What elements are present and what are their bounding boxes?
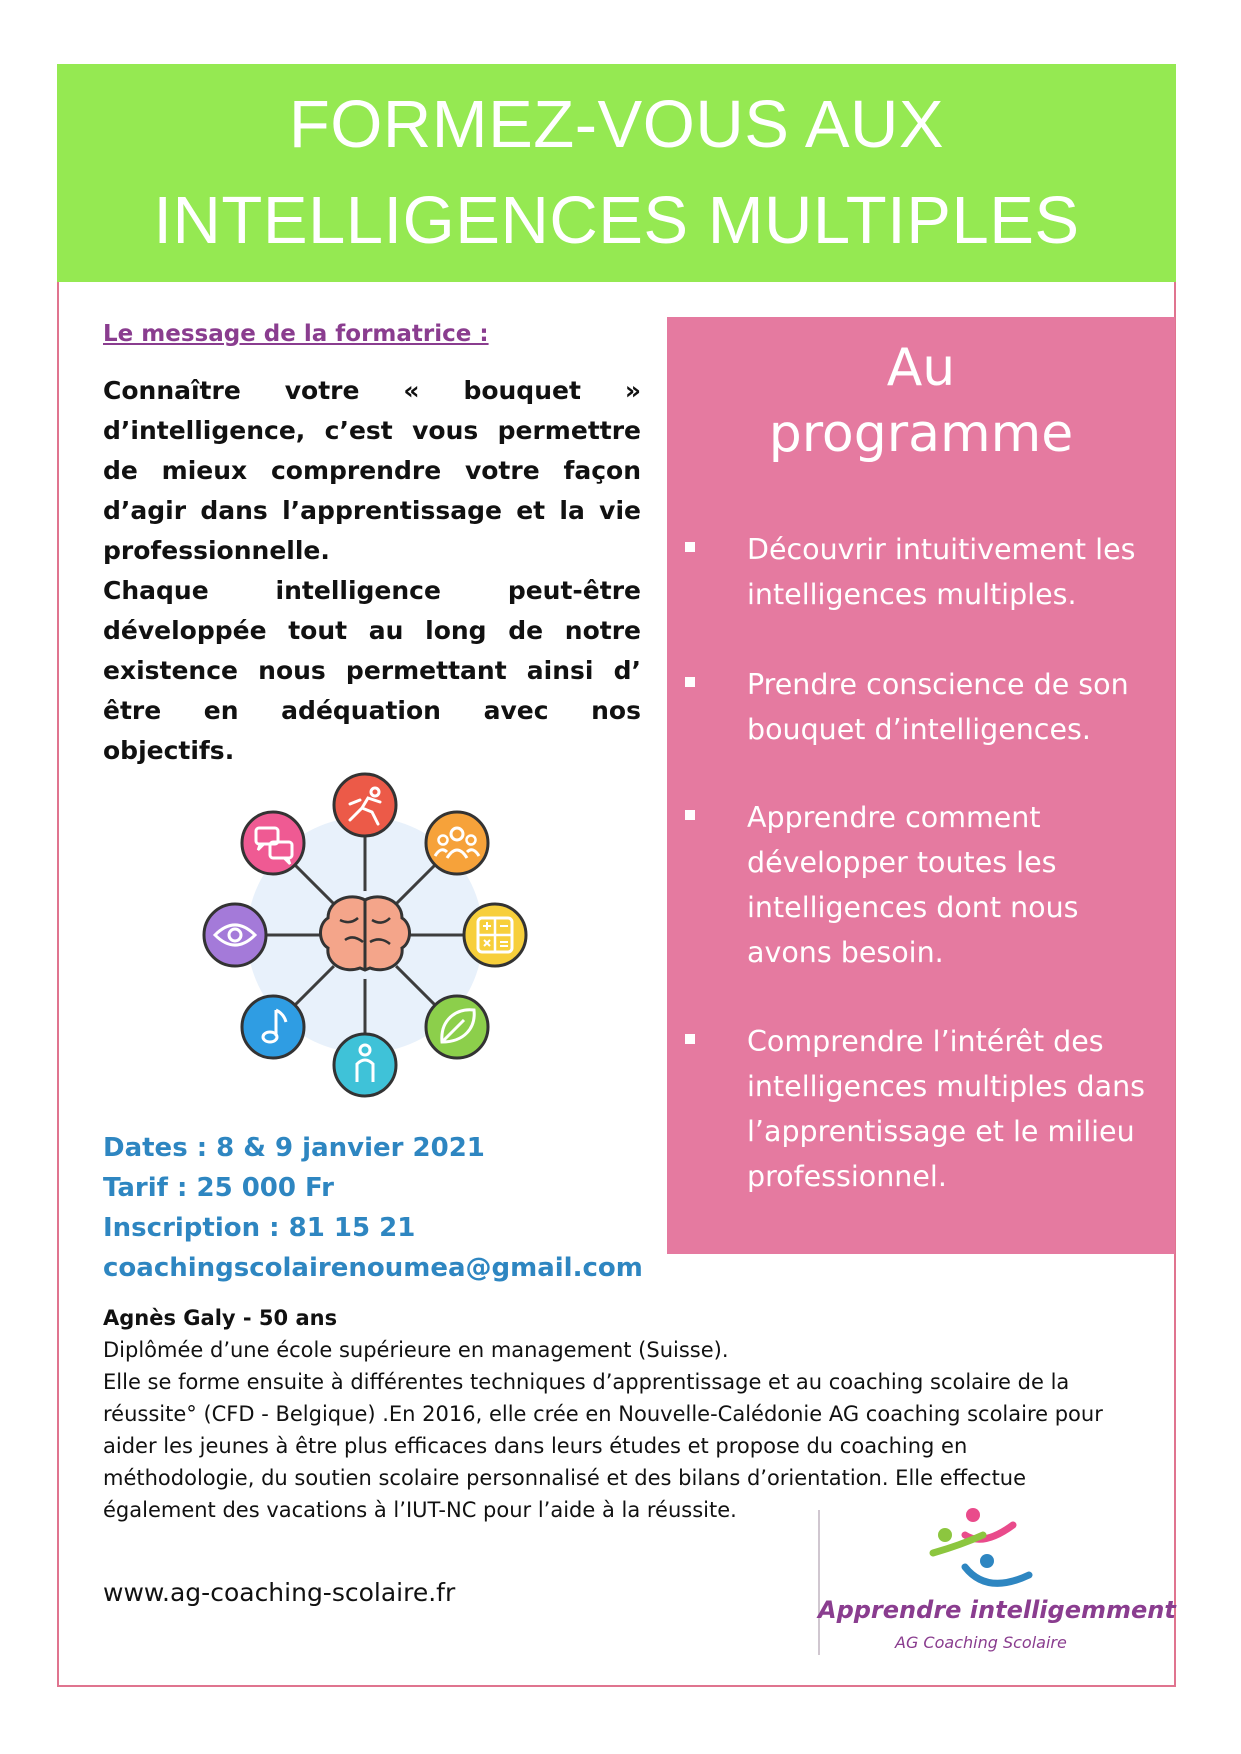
calculator-icon xyxy=(464,904,526,966)
square-bullet-icon xyxy=(685,810,705,975)
title-banner xyxy=(57,64,1176,282)
logo-subtitle: AG Coaching Scolaire xyxy=(895,1633,1067,1652)
music-note-icon xyxy=(242,996,304,1058)
group-icon xyxy=(426,812,488,874)
program-title xyxy=(667,317,1175,467)
banner-title-line2: INTELLIGENCES MULTIPLES xyxy=(153,183,1080,258)
eye-icon xyxy=(204,904,266,966)
trainer-bio xyxy=(103,1302,1123,1526)
program-panel xyxy=(667,317,1175,1254)
event-info xyxy=(103,1128,643,1288)
chat-bubbles-icon xyxy=(242,812,304,874)
program-item-text: Apprendre comment développer toutes les intelligences dont nous avons besoin. xyxy=(747,801,1079,969)
logo-people-icon xyxy=(925,1505,1035,1595)
program-title-line2: programme xyxy=(768,404,1074,464)
event-phone: Inscription : 81 15 21 xyxy=(103,1213,416,1243)
program-item xyxy=(685,527,1165,617)
leaf-icon xyxy=(426,996,488,1058)
square-bullet-icon xyxy=(685,1034,705,1199)
program-title-line1: Au xyxy=(886,338,956,398)
message-paragraph-1: Connaître votre « bouquet » d’intelligence, c’est vous permettre de mieux comprendre votre façon d’agir dans l’apprentissage et la vie professionnelle. xyxy=(103,376,641,565)
event-email-link[interactable]: coachingscolairenoumea@gmail.com xyxy=(103,1253,643,1283)
message-body xyxy=(103,371,641,771)
square-bullet-icon xyxy=(685,542,705,617)
program-item xyxy=(685,795,1165,975)
program-item xyxy=(685,662,1165,752)
event-dates: Dates : 8 & 9 janvier 2021 xyxy=(103,1133,485,1163)
brain-icon xyxy=(321,891,410,979)
running-person-icon xyxy=(334,774,396,836)
bio-line-1: Diplômée d’une école supérieure en management (Suisse). xyxy=(103,1338,729,1362)
logo-title: Apprendre intelligemment xyxy=(818,1596,1176,1624)
trainer-name: Agnès Galy - 50 ans xyxy=(103,1306,338,1330)
message-title: Le message de la formatrice : xyxy=(103,321,489,347)
website-link[interactable]: www.ag-coaching-scolaire.fr xyxy=(103,1578,456,1607)
multiple-intelligences-infographic xyxy=(200,770,530,1100)
trainer-description xyxy=(103,1334,1123,1526)
program-item xyxy=(685,1019,1165,1199)
banner-title-line1: FORMEZ-VOUS AUX xyxy=(288,87,945,162)
program-item-text: Comprendre l’intérêt des intelligences multiples dans l’apprentissage et le milieu professionnel. xyxy=(747,1025,1145,1193)
program-item-text: Prendre conscience de son bouquet d’intelligences. xyxy=(747,668,1129,746)
square-bullet-icon xyxy=(685,677,705,752)
event-price: Tarif : 25 000 Fr xyxy=(103,1173,334,1203)
program-item-text: Découvrir intuitivement les intelligences multiples. xyxy=(747,533,1136,611)
bio-line-2: Elle se forme ensuite à différentes techniques d’apprentissage et au coaching scolaire de la réussite° (CFD - Belgique) .En 2016, elle crée en Nouvelle-Calédonie AG coaching scolaire pour aider les jeunes à être plus efficaces dans leurs études et propose du coaching en méthodologie, du soutien scolaire personnalisé et des bilans d’orientation. Elle effectue également des vacations à l’IUT-NC pour l’aide à la réussite. xyxy=(103,1370,1103,1522)
message-paragraph-2: Chaque intelligence peut-être développée tout au long de notre existence nous permettant ainsi d’ être en adéquation avec nos objectifs. xyxy=(103,576,641,765)
logo-divider xyxy=(818,1510,820,1655)
person-icon xyxy=(334,1034,396,1096)
